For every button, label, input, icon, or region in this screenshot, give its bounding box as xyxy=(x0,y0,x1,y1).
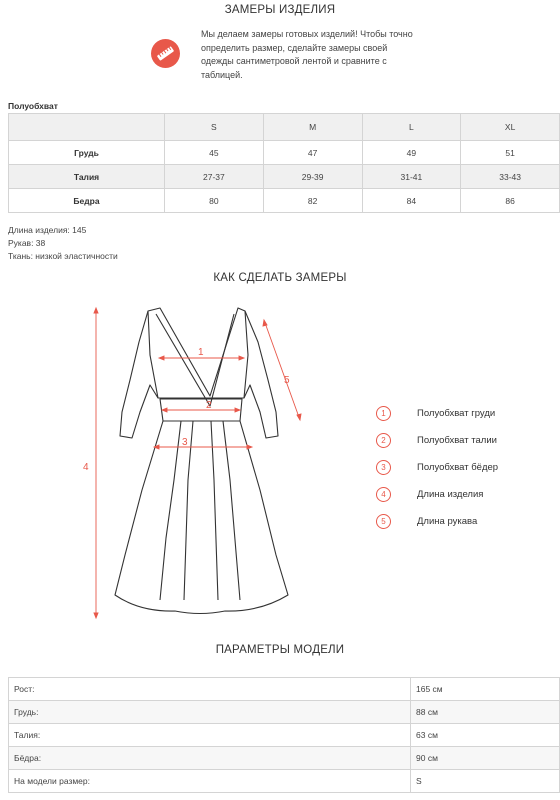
size-table-label: Полуобхват xyxy=(8,101,58,111)
param-label: Бёдра: xyxy=(9,747,411,770)
intro-text xyxy=(201,28,443,82)
intro-line: Мы делаем замеры готовых изделий! Чтобы точно xyxy=(201,29,413,39)
param-label: Грудь: xyxy=(9,701,411,724)
mark-1: 1 xyxy=(198,347,204,358)
measurement-legend xyxy=(376,400,498,535)
table-cell: 27-37 xyxy=(165,165,264,189)
size-table xyxy=(8,113,560,213)
skirt-outline xyxy=(115,421,288,614)
legend-item xyxy=(376,454,498,481)
legend-number: 2 xyxy=(376,433,391,448)
page-title: ЗАМЕРЫ ИЗДЕЛИЯ xyxy=(224,4,336,16)
how-to-title: КАК СДЕЛАТЬ ЗАМЕРЫ xyxy=(213,272,347,284)
param-value: S xyxy=(411,770,560,793)
table-row xyxy=(9,141,560,165)
product-details xyxy=(8,224,118,263)
table-cell: 84 xyxy=(362,189,461,213)
intro-line: определить размер, сделайте замеры своей xyxy=(201,42,388,53)
mark-4: 4 xyxy=(83,462,89,473)
legend-item xyxy=(376,427,498,454)
table-row xyxy=(9,724,560,747)
neckline-inner xyxy=(156,314,234,406)
table-cell: 49 xyxy=(362,141,461,165)
row-header: Грудь xyxy=(9,141,165,165)
model-title: ПАРАМЕТРЫ МОДЕЛИ xyxy=(215,644,345,656)
skirt-pleat xyxy=(211,421,218,600)
mark-3: 3 xyxy=(182,437,188,448)
row-header: Бедра xyxy=(9,189,165,213)
measuring-tape-icon xyxy=(151,39,180,68)
param-value: 88 см xyxy=(411,701,560,724)
left-sleeve-outline xyxy=(120,311,158,438)
sleeve-text: Рукав: 38 xyxy=(8,238,46,248)
header-cell: XL xyxy=(461,114,560,141)
row-header: Талия xyxy=(9,165,165,189)
right-sleeve-outline xyxy=(244,311,278,438)
dress-diagram xyxy=(80,300,320,630)
mark-2: 2 xyxy=(206,400,212,411)
legend-label: Длина изделия xyxy=(417,489,484,500)
model-table xyxy=(8,677,560,793)
legend-label: Полуобхват бёдер xyxy=(417,462,499,473)
size-table-header xyxy=(9,114,560,141)
table-cell: 45 xyxy=(165,141,264,165)
header-cell: M xyxy=(263,114,362,141)
legend-label: Полуобхват талии xyxy=(417,435,497,446)
legend-number: 5 xyxy=(376,514,391,529)
fabric-text: Ткань: низкой эластичности xyxy=(8,251,118,261)
table-cell: 82 xyxy=(263,189,362,213)
legend-label: Длина рукава xyxy=(417,516,478,527)
header-cell: S xyxy=(165,114,264,141)
skirt-pleat xyxy=(223,421,240,600)
table-row xyxy=(9,678,560,701)
table-cell: 47 xyxy=(263,141,362,165)
table-cell: 31-41 xyxy=(362,165,461,189)
param-label: Талия: xyxy=(9,724,411,747)
table-cell: 51 xyxy=(461,141,560,165)
mark-5: 5 xyxy=(284,375,290,386)
table-cell: 33-43 xyxy=(461,165,560,189)
table-row xyxy=(9,701,560,724)
intro-line: таблицей. xyxy=(201,69,243,80)
param-value: 90 см xyxy=(411,747,560,770)
header-cell xyxy=(9,114,165,141)
param-value: 165 см xyxy=(411,678,560,701)
table-row xyxy=(9,770,560,793)
intro-line: одежды сантиметровой лентой и сравните с xyxy=(201,56,387,66)
param-label: Рост: xyxy=(9,678,411,701)
legend-number: 1 xyxy=(376,406,391,421)
header-cell: L xyxy=(362,114,461,141)
legend-number: 3 xyxy=(376,460,391,475)
table-row xyxy=(9,165,560,189)
table-cell: 80 xyxy=(165,189,264,213)
table-row xyxy=(9,189,560,213)
legend-item xyxy=(376,508,498,535)
intro-block xyxy=(151,28,443,82)
table-cell: 29-39 xyxy=(263,165,362,189)
legend-item xyxy=(376,400,498,427)
skirt-pleat xyxy=(160,421,181,600)
table-row xyxy=(9,747,560,770)
param-label: На модели размер: xyxy=(9,770,411,793)
legend-item xyxy=(376,481,498,508)
length-text: Длина изделия: 145 xyxy=(8,225,87,235)
table-cell: 86 xyxy=(461,189,560,213)
legend-number: 4 xyxy=(376,487,391,502)
param-value: 63 см xyxy=(411,724,560,747)
legend-label: Полуобхват груди xyxy=(417,408,496,419)
